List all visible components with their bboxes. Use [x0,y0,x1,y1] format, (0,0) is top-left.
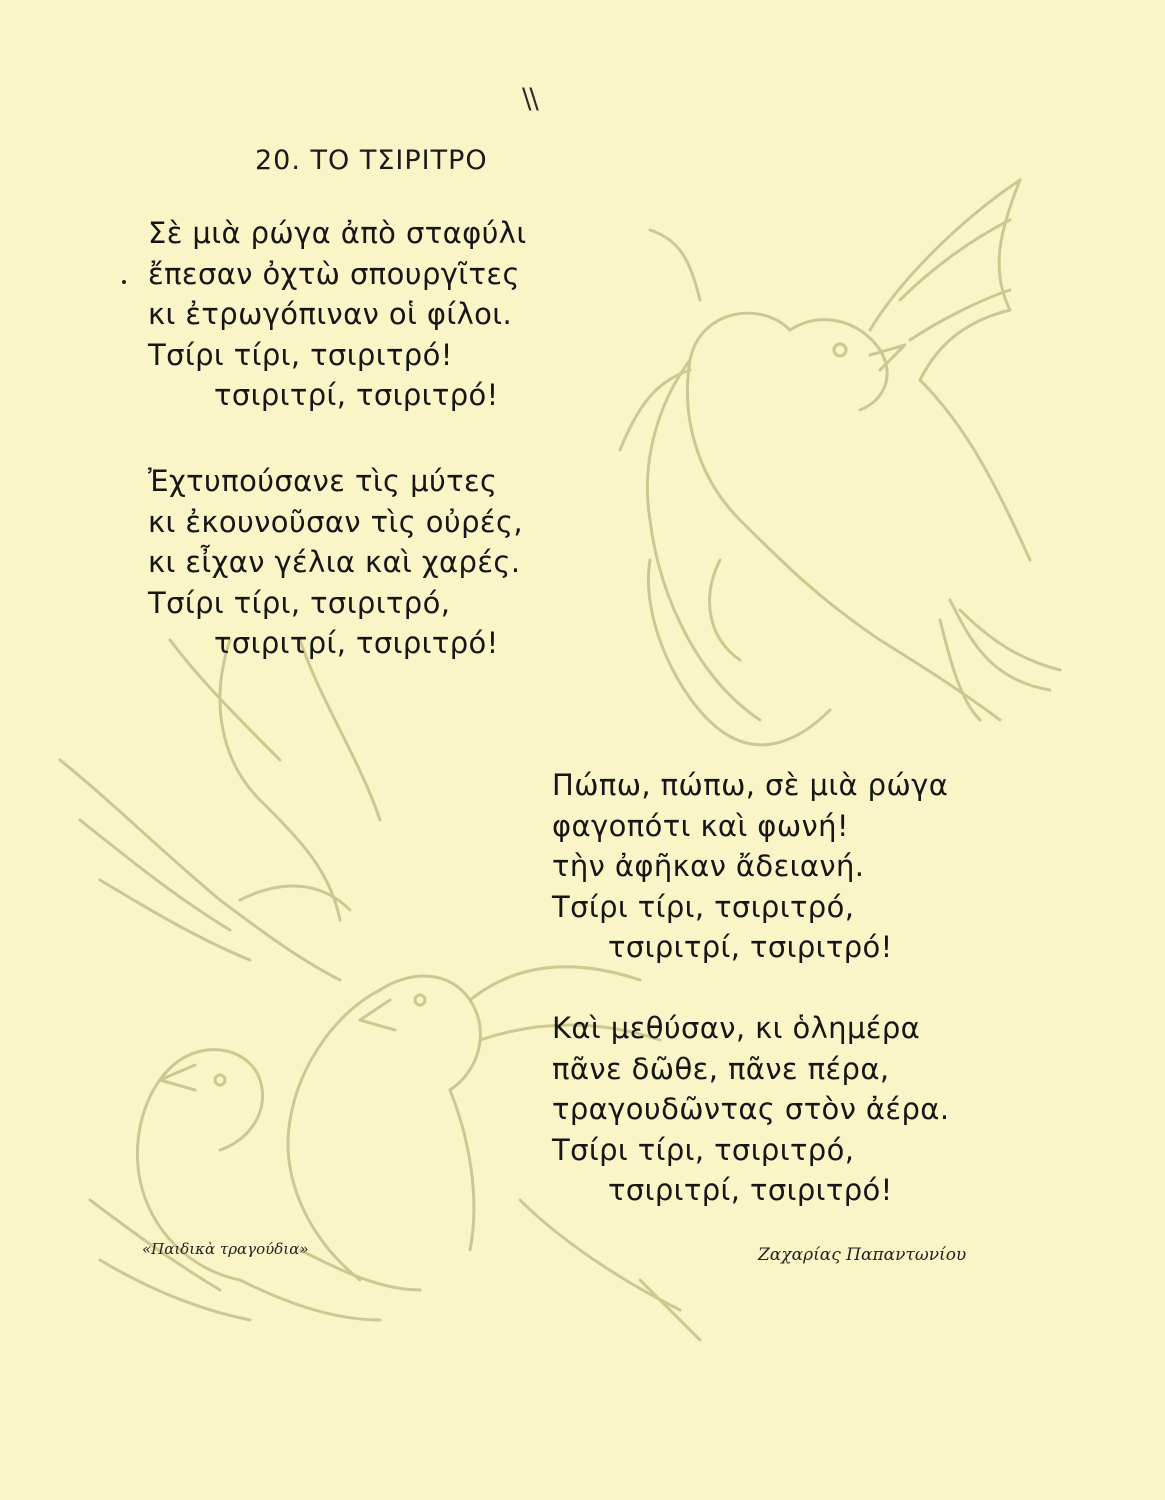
poem-line: Τσίρι τίρι, τσιριτρό, [552,1132,855,1167]
poem-line: κι ἐτρωγόπιναν οἱ φίλοι. [148,297,513,331]
poem-line: Τσίρι τίρι, τσιριτρό! [148,337,453,372]
stanza-2 [148,461,523,664]
source-credit: «Παιδικὰ τραγούδια» [142,1240,309,1258]
poem-line: Τσίρι τίρι, τσιριτρό, [148,585,451,620]
bird-left [60,640,380,980]
poem-line: Σὲ μιὰ ρώγα ἀπὸ σταφύλι [148,216,527,250]
poem-line: ἔπεσαν ὀχτὼ σπουργῖτες [148,256,520,291]
poem-line: Καὶ μεθύσαν, κι ὁλημέρα [552,1011,921,1045]
poem-line: Πώπω, πώπω, σὲ μιὰ ρώγα [552,768,949,802]
poem-line: φαγοπότι καὶ φωνή! [552,808,849,843]
author-credit: Ζαχαρίας Παπαντωνίου [758,1245,967,1265]
page-mark: \\ [522,82,537,115]
poem-line: κι εἶχαν γέλια καὶ χαρές. [148,545,521,579]
stanza-1 [148,213,527,416]
poem-refrain: τσιριτρί, τσιριτρό! [608,930,893,964]
bird-upper-right [620,180,1060,745]
poem-line: τὴν ἀφῆκαν ἄδειανή. [552,849,865,883]
bird-lower-left [90,1050,420,1320]
poem-title: 20. ΤΟ ΤΣΙΡΙΤΡΟ [255,145,488,176]
poem-line: Ἐχτυπούσανε τὶς μύτες [148,464,498,498]
poem-line: κι ἐκουνοῦσαν τὶς οὐρές, [148,504,524,539]
poem-line: Τσίρι τίρι, τσιριτρό, [552,889,855,924]
stanza-3 [552,765,948,968]
margin-bullet [122,280,126,284]
stanza-4 [552,1008,949,1211]
poem-line: τραγουδῶντας στὸν ἀέρα. [552,1092,950,1126]
poem-line: πᾶνε δῶθε, πᾶνε πέρα, [552,1051,890,1086]
poem-refrain: τσιριτρί, τσιριτρό! [214,378,499,412]
poem-refrain: τσιριτρί, τσιριτρό! [608,1173,893,1207]
poem-refrain: τσιριτρί, τσιριτρό! [214,626,499,660]
